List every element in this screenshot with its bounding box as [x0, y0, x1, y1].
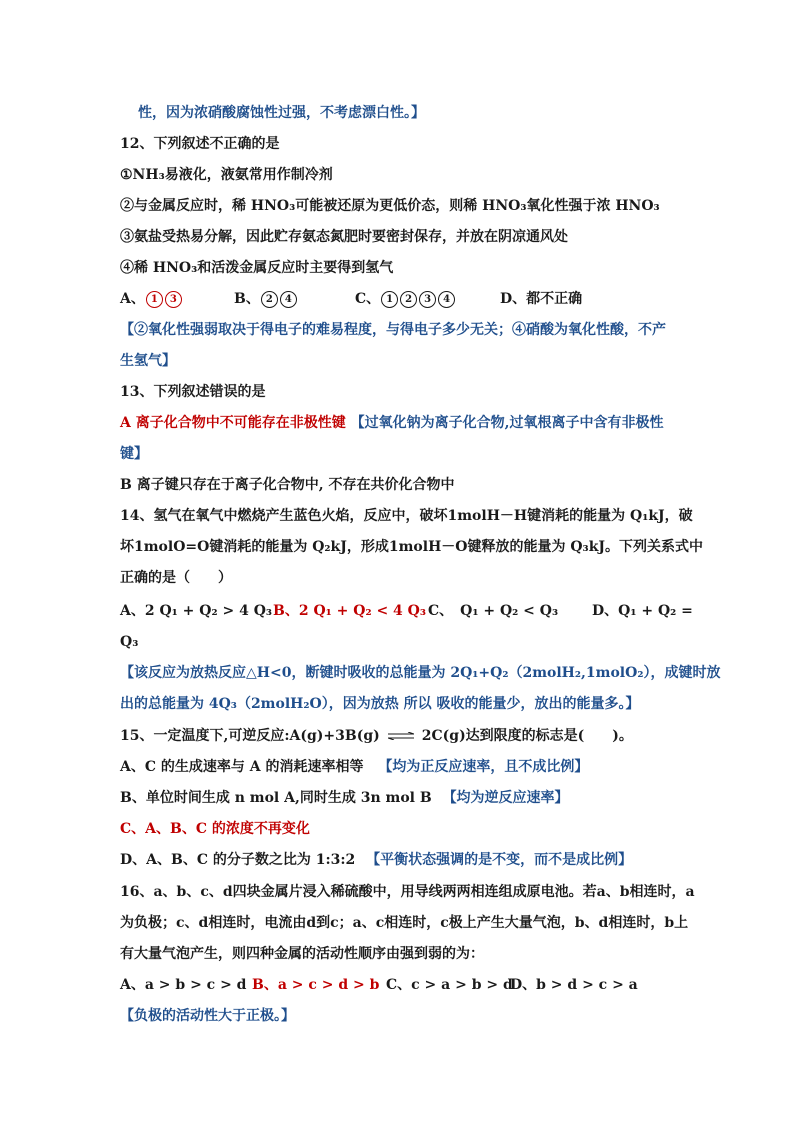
q14-option-d-cont: Q₃ [120, 634, 139, 650]
q12-statement-4: ④稀 HNO₃和活泼金属反应时主要得到氢气 [120, 260, 394, 276]
circled-number: 1 [381, 291, 398, 308]
q15-option-b-row [120, 788, 569, 808]
circled-number: 4 [280, 291, 297, 308]
q15-option-b-explanation: 【均为逆反应速率】 [442, 790, 569, 806]
q12-explanation-line-1: 【②氧化性强弱取决于得电子的难易程度，与得电子多少无关；④硝酸为氧化性酸，不产 [120, 322, 666, 338]
q14-option-b: B、2 Q₁ + Q₂ < 4 Q₃ [273, 603, 427, 619]
q12-stem: 12、下列叙述不正确的是 [120, 136, 280, 152]
q16-option-d: D、b > d > c > a [510, 977, 638, 993]
q16-stem-line-3: 有大量气泡产生，则四种金属的活动性顺序由强到弱的为： [120, 946, 484, 962]
q15-option-b: B、单位时间生成 n mol A,同时生成 3n mol B [120, 790, 432, 806]
equilibrium-arrow-icon [388, 732, 414, 740]
circled-number: 2 [261, 291, 278, 308]
q14-explanation-line-1: 【该反应为放热反应△H<0，断键时吸收的总能量为 2Q₁+Q₂（2molH₂,1molO₂），成键时放 [120, 665, 721, 681]
q12-statement-3: ③氨盐受热易分解，因此贮存氨态氮肥时要密封保存，并放在阴凉通风处 [120, 229, 568, 245]
q14-option-c: C、 Q₁ + Q₂ < Q₃ [428, 603, 559, 619]
q16-option-c: C、c > a > b > d [386, 977, 513, 993]
q14-option-a: A、2 Q₁ + Q₂ > 4 Q₃ [120, 603, 273, 619]
q14-stem-line-3: 正确的是（ ） [120, 570, 232, 586]
q12-option-d: D、都不正确 [500, 291, 583, 307]
circled-number: 3 [419, 291, 436, 308]
q15-option-a: A、C 的生成速率与 A 的消耗速率相等 [120, 759, 364, 775]
q12-statement-1: ①NH₃易液化，液氨常用作制冷剂 [120, 167, 333, 183]
q13-option-b: B 离子键只存在于离子化合物中, 不存在共价化合物中 [120, 477, 455, 493]
q12-option-b: B、 2 4 [234, 289, 298, 309]
q15-option-d: D、A、B、C 的分子数之比为 1:3:2 [120, 852, 356, 868]
circled-number: 3 [165, 291, 182, 308]
q16-stem-line-1: 16、a、b、c、d四块金属片浸入稀硫酸中，用导线两两相连组成原电池。若a、b相连时，a [120, 884, 695, 900]
q16-explanation: 【负极的活动性大于正极。】 [120, 1008, 295, 1024]
q13-option-a-row [120, 413, 664, 433]
prev-explanation-tail: 性，因为浓硝酸腐蚀性过强，不考虑漂白性。】 [138, 105, 425, 121]
q16-option-b: B、a > c > d > b [252, 977, 380, 993]
q13-stem: 13、下列叙述错误的是 [120, 384, 266, 400]
circled-number: 2 [400, 291, 417, 308]
q12-option-c: C、 1 2 3 4 [355, 289, 456, 309]
q15-option-d-explanation: 【平衡状态强调的是不变，而不是成比例】 [366, 852, 633, 868]
q13-option-a-explanation: 【过氧化钠为离子化合物,过氧根离子中含有非极性 [350, 415, 664, 431]
q14-option-d: D、Q₁ + Q₂ = [592, 603, 693, 619]
q15-option-a-row [120, 757, 588, 777]
q16-stem-line-2: 为负极；c、d相连时，电流由d到c；a、c相连时，c极上产生大量气泡，b、d相连时，b上 [120, 915, 689, 931]
q12-option-a: A、 1 3 [120, 289, 183, 309]
q14-explanation-line-2: 出的总能量为 4Q₃（2molH₂O），因为放热 所以 吸收的能量少，放出的能量多。】 [120, 696, 640, 712]
q14-stem-line-1: 14、氢气在氧气中燃烧产生蓝色火焰，反应中，破坏1molH－H键消耗的能量为 Q₁kJ，破 [120, 508, 693, 524]
q15-option-d-row [120, 850, 632, 870]
circled-number: 4 [438, 291, 455, 308]
q12-explanation-line-2: 生氢气】 [120, 353, 176, 369]
q13-option-a-explanation-cont: 键】 [120, 446, 148, 462]
q15-option-c: C、A、B、C 的浓度不再变化 [120, 821, 310, 837]
q16-option-a: A、a > b > c > d [120, 977, 247, 993]
q14-stem-line-2: 坏1molO=O键消耗的能量为 Q₂kJ，形成1molH－O键释放的能量为 Q₃kJ。下列关系式中 [120, 539, 704, 555]
circled-number: 1 [146, 291, 163, 308]
q15-stem: 15、一定温度下,可逆反应:A(g)+3B(g) 2C(g)达到限度的标志是( )。 [120, 728, 633, 744]
q13-option-a: A 离子化合物中不可能存在非极性键 [120, 415, 346, 431]
q12-statement-2: ②与金属反应时，稀 HNO₃可能被还原为更低价态，则稀 HNO₃氧化性强于浓 HNO₃ [120, 198, 660, 214]
q15-option-a-explanation: 【均为正反应速率，且不成比例】 [378, 759, 589, 775]
